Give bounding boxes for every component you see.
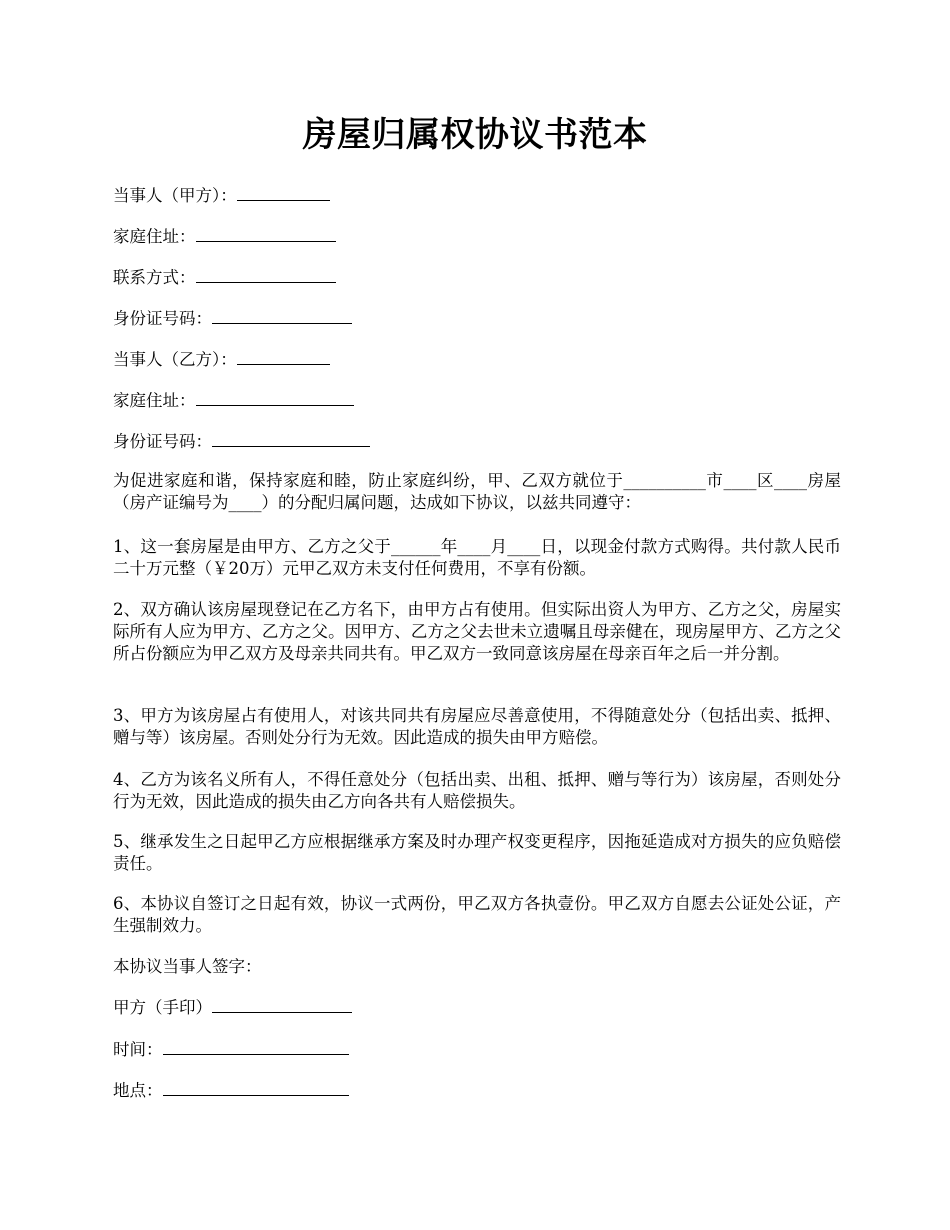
party-a-contact-blank[interactable] xyxy=(196,265,336,283)
party-b-id-field xyxy=(113,429,843,453)
intro-paragraph: 为促进家庭和谐，保持家庭和睦，防止家庭纠纷，甲、乙双方就位于__________市____区____房屋（房产证编号为____）的分配归属问题，达成如下协议，以兹共同遵守： xyxy=(113,471,841,512)
party-a-contact-field xyxy=(113,265,843,289)
clause-4: 4、乙方为该名义所有人，不得任意处分（包括出卖、出租、抵押、赠与等行为）该房屋，否则处分行为无效，因此造成的损失由乙方向各共有人赔偿损失。 xyxy=(113,770,841,811)
place-blank[interactable] xyxy=(163,1078,349,1096)
party-a-label: 当事人（甲方）： xyxy=(113,186,237,205)
clause-1: 1、这一套房屋是由甲方、乙方之父于______年____月____日，以现金付款方式购得。共付款人民币二十万元整（￥20万）元甲乙双方未支付任何费用，不享有份额。 xyxy=(113,537,841,578)
party-b-label: 当事人（乙方）： xyxy=(113,350,237,369)
party-b-address-blank[interactable] xyxy=(196,388,354,406)
party-a-blank[interactable] xyxy=(237,183,330,201)
party-a-id-label: 身份证号码： xyxy=(113,309,212,328)
party-a-sign-blank[interactable] xyxy=(212,995,352,1013)
clause-3: 3、甲方为该房屋占有使用人，对该共同共有房屋应尽善意使用，不得随意处分（包括出卖、抵押、赠与等）该房屋。否则处分行为无效。因此造成的损失由甲方赔偿。 xyxy=(113,706,841,747)
party-a-field xyxy=(113,183,843,207)
document-title: 房屋归属权协议书范本 xyxy=(302,115,648,155)
party-a-address-blank[interactable] xyxy=(196,224,336,242)
time-label: 时间： xyxy=(113,1040,163,1059)
party-a-contact-label: 联系方式： xyxy=(113,268,196,287)
party-a-sign-label: 甲方（手印） xyxy=(113,998,212,1017)
party-b-id-blank[interactable] xyxy=(212,429,370,447)
time-field xyxy=(113,1037,843,1061)
party-b-id-label: 身份证号码： xyxy=(113,432,212,451)
party-a-id-blank[interactable] xyxy=(212,306,352,324)
party-a-id-field xyxy=(113,306,843,330)
party-b-field xyxy=(113,347,843,371)
party-b-address-field xyxy=(113,388,843,412)
clause-5: 5、继承发生之日起甲乙方应根据继承方案及时办理产权变更程序，因拖延造成对方损失的应负赔偿责任。 xyxy=(113,832,841,873)
clause-2: 2、双方确认该房屋现登记在乙方名下，由甲方占有使用。但实际出资人为甲方、乙方之父，房屋实际所有人应为甲方、乙方之父。因甲方、乙方之父去世未立遗嘱且母亲健在，现房屋甲方、乙方之父所占份额应为甲乙双方及母亲共同共有。甲乙双方一致同意该房屋在母亲百年之后一并分割。 xyxy=(113,600,841,663)
place-label: 地点： xyxy=(113,1081,163,1100)
place-field xyxy=(113,1078,843,1102)
time-blank[interactable] xyxy=(163,1037,349,1055)
signature-heading: 本协议当事人签字： xyxy=(113,957,262,976)
party-a-address-field xyxy=(113,224,843,248)
party-b-blank[interactable] xyxy=(237,347,330,365)
party-a-address-label: 家庭住址： xyxy=(113,227,196,246)
party-a-sign-field xyxy=(113,995,843,1019)
party-b-address-label: 家庭住址： xyxy=(113,391,196,410)
clause-6: 6、本协议自签订之日起有效，协议一式两份，甲乙双方各执壹份。甲乙双方自愿去公证处公证，产生强制效力。 xyxy=(113,894,841,935)
